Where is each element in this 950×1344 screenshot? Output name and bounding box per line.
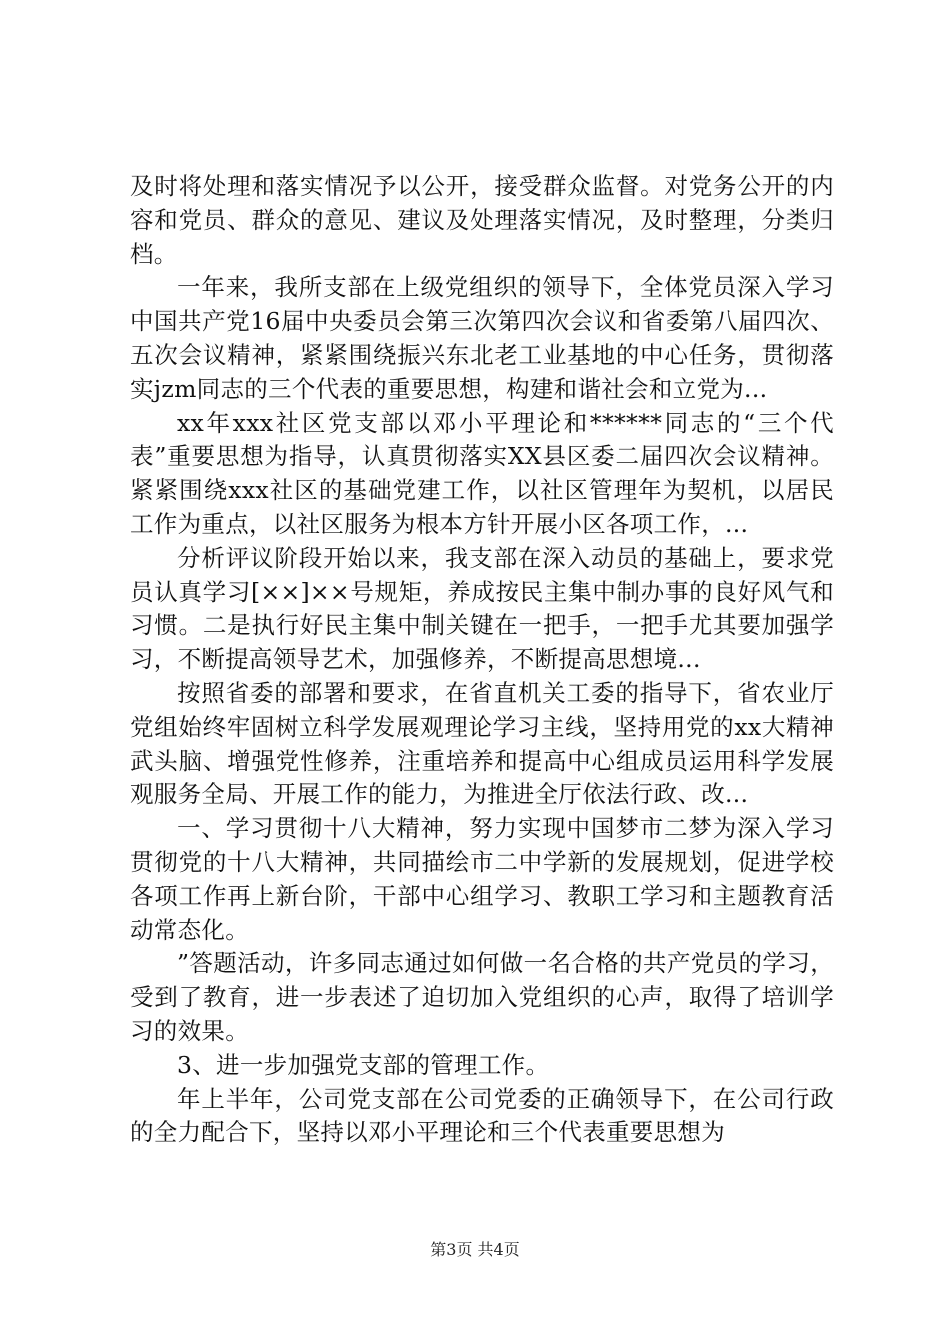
- document-body: [130, 170, 834, 1150]
- paragraph-8: 3、进一步加强党支部的管理工作。: [177, 1050, 550, 1079]
- page-footer: 第3页 共4页: [430, 1240, 520, 1259]
- paragraph-7: ”答题活动，许多同志通过如何做一名合格的共产党员的学习，受到了教育，进一步表述了迫切加入党组织的心声，取得了培训学习的效果。: [130, 949, 834, 1045]
- paragraph-2: 一年来，我所支部在上级党组织的领导下，全体党员深入学习中国共产党16届中央委员会第三次第四次会议和省委第八届四次、五次会议精神，紧紧围绕振兴东北老工业基地的中心任务，贯彻落实jzm同志的三个代表的重要思想，构建和谐社会和立党为...: [130, 273, 834, 403]
- paragraph-4: 分析评议阶段开始以来，我支部在深入动员的基础上，要求党员认真学习[××]××号规矩，养成按民主集中制办事的良好风气和习惯。二是执行好民主集中制关键在一把手，一把手尤其要加强学习，不断提高领导艺术，加强修养，不断提高思想境...: [130, 543, 834, 674]
- paragraph-1: 及时将处理和落实情况予以公开，接受群众监督。对党务公开的内容和党员、群众的意见、建议及处理落实情况，及时整理，分类归档。: [130, 172, 834, 268]
- paragraph-6: 一、学习贯彻十八大精神，努力实现中国梦市二梦为深入学习贯彻党的十八大精神，共同描绘市二中学新的发展规划，促进学校各项工作再上新台阶，干部中心组学习、教职工学习和主题教育活动常态化。: [130, 814, 834, 944]
- paragraph-5: 按照省委的部署和要求，在省直机关工委的指导下，省农业厅党组始终牢固树立科学发展观理论学习主线，坚持用党的xx大精神武头脑、增强党性修养，注重培养和提高中心组成员运用科学发展观服务全局、开展工作的能力，为推进全厅依法行政、改...: [130, 678, 834, 809]
- paragraph-3: xx年xxx社区党支部以邓小平理论和******同志的“三个代表”重要思想为指导，认真贯彻落实XX县区委二届四次会议精神。紧紧围绕xxx社区的基础党建工作，以社区管理年为契机，以居民工作为重点，以社区服务为根本方针开展小区各项工作，...: [130, 408, 834, 538]
- paragraph-9: 年上半年，公司党支部在公司党委的正确领导下，在公司行政的全力配合下，坚持以邓小平理论和三个代表重要思想为: [130, 1084, 834, 1147]
